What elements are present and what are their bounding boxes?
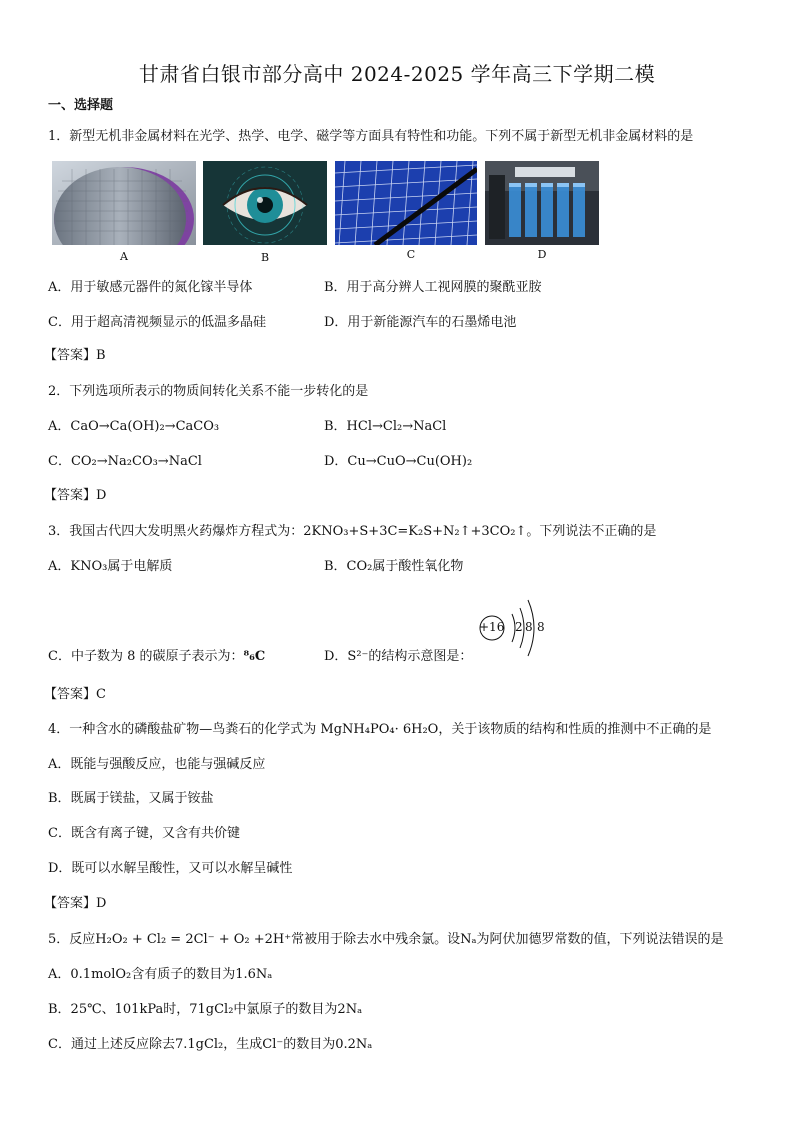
- q4-option-c: C．既含有离子键，又含有共价键: [48, 826, 240, 841]
- q3-option-b: B．CO₂属于酸性氧化物: [324, 559, 464, 574]
- q3-option-c: [48, 648, 265, 666]
- image-a-wafer: [52, 161, 196, 245]
- shell-3-electrons: 8: [537, 620, 545, 634]
- q2-answer: 【答案】D: [44, 488, 107, 503]
- q1-option-d: D．用于新能源汽车的石墨烯电池: [324, 315, 517, 330]
- q1-answer: 【答案】B: [44, 348, 106, 363]
- q2-option-d: D．Cu→CuO→Cu(OH)₂: [324, 454, 473, 469]
- q4-answer: 【答案】D: [44, 896, 107, 911]
- question-3-stem: 3．我国古代四大发明黑火药爆炸方程式为：2KNO₃+S+3C=K₂S+N₂↑+3CO₂↑。下列说法不正确的是: [48, 524, 657, 539]
- q3-option-a: A．KNO₃属于电解质: [48, 559, 173, 574]
- q5-option-b: B．25℃、101kPa时，71gCl₂中氯原子的数目为2Nₐ: [48, 1002, 363, 1017]
- q5-option-a: A．0.1molO₂含有质子的数目为1.6Nₐ: [48, 967, 273, 982]
- q4-option-d: D．既可以水解呈酸性，又可以水解呈碱性: [48, 861, 293, 876]
- q4-option-a: A．既能与强酸反应，也能与强碱反应: [48, 757, 266, 772]
- q3-option-c-text: C．中子数为 8 的碳原子表示为：: [48, 649, 244, 664]
- q2-option-b: B．HCl→Cl₂→NaCl: [324, 419, 447, 434]
- image-d-battery: [485, 161, 599, 245]
- q1-option-c: C．用于超高清视频显示的低温多晶硅: [48, 315, 266, 330]
- image-caption-c: C: [406, 248, 416, 261]
- question-5-stem: 5．反应H₂O₂ + Cl₂ = 2Cl⁻ + O₂ +2H⁺常被用于除去水中残余氯。设Nₐ为阿伏加德罗常数的值，下列说法错误的是: [48, 932, 724, 947]
- q3-answer: 【答案】C: [44, 687, 106, 702]
- carbon-isotope-symbol: ⁸₆C: [243, 649, 266, 664]
- q5-option-c: C．通过上述反应除去7.1gCl₂，生成Cl⁻的数目为0.2Nₐ: [48, 1037, 373, 1052]
- section-heading: 一、选择题: [48, 98, 114, 113]
- shell-2-electrons: 8: [525, 620, 533, 634]
- q2-option-c: C．CO₂→Na₂CO₃→NaCl: [48, 454, 202, 469]
- sulfide-ion-structure-diagram: [474, 594, 554, 662]
- q4-option-b: B．既属于镁盐，又属于铵盐: [48, 791, 214, 806]
- question-1-stem: 1．新型无机非金属材料在光学、热学、电学、磁学等方面具有特性和功能。下列不属于新型无机非金属材料的是: [48, 129, 694, 144]
- q1-option-a: A．用于敏感元器件的氮化镓半导体: [48, 280, 253, 295]
- image-caption-b: B: [260, 251, 270, 264]
- image-c-solar-panel: [335, 161, 477, 245]
- page-title: 甘肃省白银市部分高中 2024-2025 学年高三下学期二模: [138, 62, 656, 86]
- shell-1-electrons: 2: [515, 620, 523, 634]
- image-b-eye: [203, 161, 327, 245]
- question-4-stem: 4．一种含水的磷酸盐矿物—鸟粪石的化学式为 MgNH₄PO₄· 6H₂O，关于该物质的结构和性质的推测中不正确的是: [48, 722, 712, 737]
- q2-option-a: A．CaO→Ca(OH)₂→CaCO₃: [48, 419, 220, 434]
- question-2-stem: 2．下列选项所表示的物质间转化关系不能一步转化的是: [48, 384, 369, 399]
- q3-option-d: D．S²⁻的结构示意图是：: [324, 649, 473, 664]
- nucleus-charge: +16: [479, 620, 505, 634]
- q1-option-b: B．用于高分辨人工视网膜的聚酰亚胺: [324, 280, 542, 295]
- image-caption-a: A: [120, 250, 128, 263]
- image-caption-d: D: [537, 248, 547, 261]
